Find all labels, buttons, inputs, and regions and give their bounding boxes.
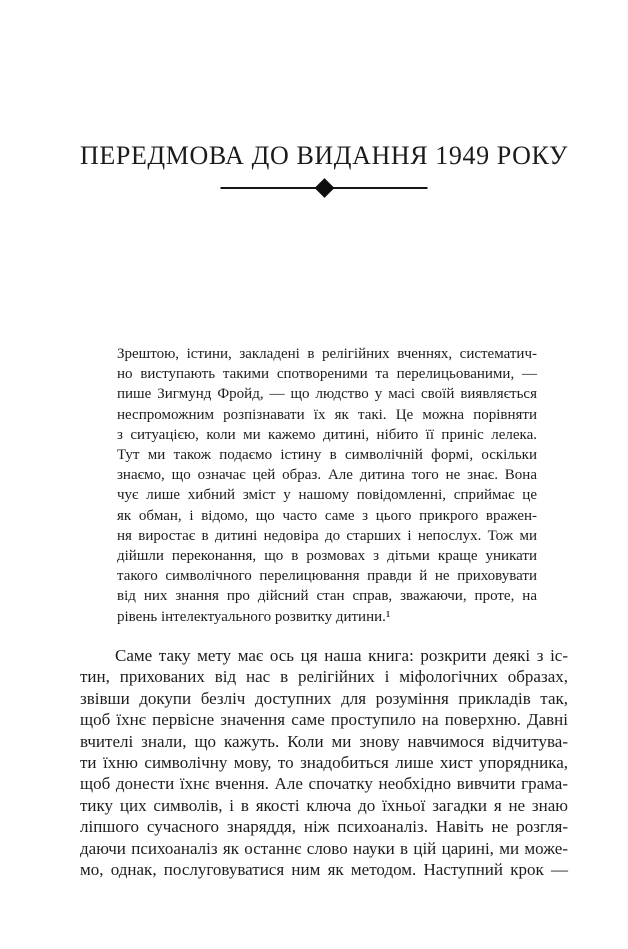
quote-line: такого символічного перелицювання правди й не приховувати [117,568,537,585]
body-line: ліпшого сучасного знаряддя, ніж психоаналіз. Навіть не розгля- [80,817,568,837]
diamond-icon [314,178,334,198]
quote-line: знаємо, що означає цей образ. Але дитина того не знає. Вона [117,467,537,484]
quote-line: пише Зигмунд Фройд, — що людство у масі своїй виявляється [117,386,537,403]
quote-line: від них знання про дійсний стан справ, зважаючи, проте, на [117,588,537,605]
quote-line-with-footnote-reference: рівень інтелектуального розвитку дитини.¹ [117,608,391,625]
ornament-rule-left [221,187,317,189]
body-line: звівши докупи безліч доступних для розуміння прикладів так, [80,688,568,708]
quote-line: з ситуацією, коли ми кажемо дитині, нібито її приніс лелека. [117,426,537,443]
quote-line: ня виростає в дитині недовіра до старших і непослух. Тож ми [117,527,537,544]
quote-line: Зрештою, істини, закладені в релігійних вченнях, систематич- [117,346,537,362]
body-line: тику цих символів, і в якості ключа до їхньої загадки я не знаю [80,795,568,815]
body-line: щоб донести їхнє вчення. Але спочатку необхідно вивчити грама- [80,774,568,794]
body-line: ти їхню символічну мову, то знадобиться лише хист упорядника, [80,753,568,773]
body-line: вчителі знали, що кажуть. Коли ми знову навчимося відчитува- [80,731,568,751]
quote-line: но виступають такими спотвореними та перелицьованими, — [117,366,537,383]
body-line: щоб їхнє первісне значення саме проступило на поверхню. Давні [80,710,568,730]
block-quote [117,344,537,627]
body-line: даючи психоаналіз як останнє слово науки в цій царині, ми може- [80,838,568,858]
ornament-rule-right [332,187,428,189]
page-content [80,0,568,949]
body-line: тин, прихованих від нас в релігійних і міфологічних образах, [80,667,568,687]
body-line: мо, однак, послуговуватися ним як методом. Наступний крок — [80,860,568,880]
body-line: Саме таку мету має ось ця наша книга: розкрити деякі з іс- [115,646,568,665]
chapter-title: ПЕРЕДМОВА ДО ВИДАННЯ 1949 РОКУ [80,141,568,170]
quote-line: чує лише хибний зміст у нашому повідомленні, сприймає це [117,487,537,504]
title-ornament [221,180,428,196]
quote-line: неспроможним розпізнавати їх як такі. Це можна порівняти [117,406,537,423]
quote-line: дійшли переконання, що в розмовах з дітьми краще уникати [117,548,537,565]
quote-line: як обман, і відомо, що часто саме з цього прикрого вражен- [117,507,537,524]
body-paragraph [80,645,568,880]
quote-line: Тут ми також подаємо істину в символічній формі, оскільки [117,447,537,464]
